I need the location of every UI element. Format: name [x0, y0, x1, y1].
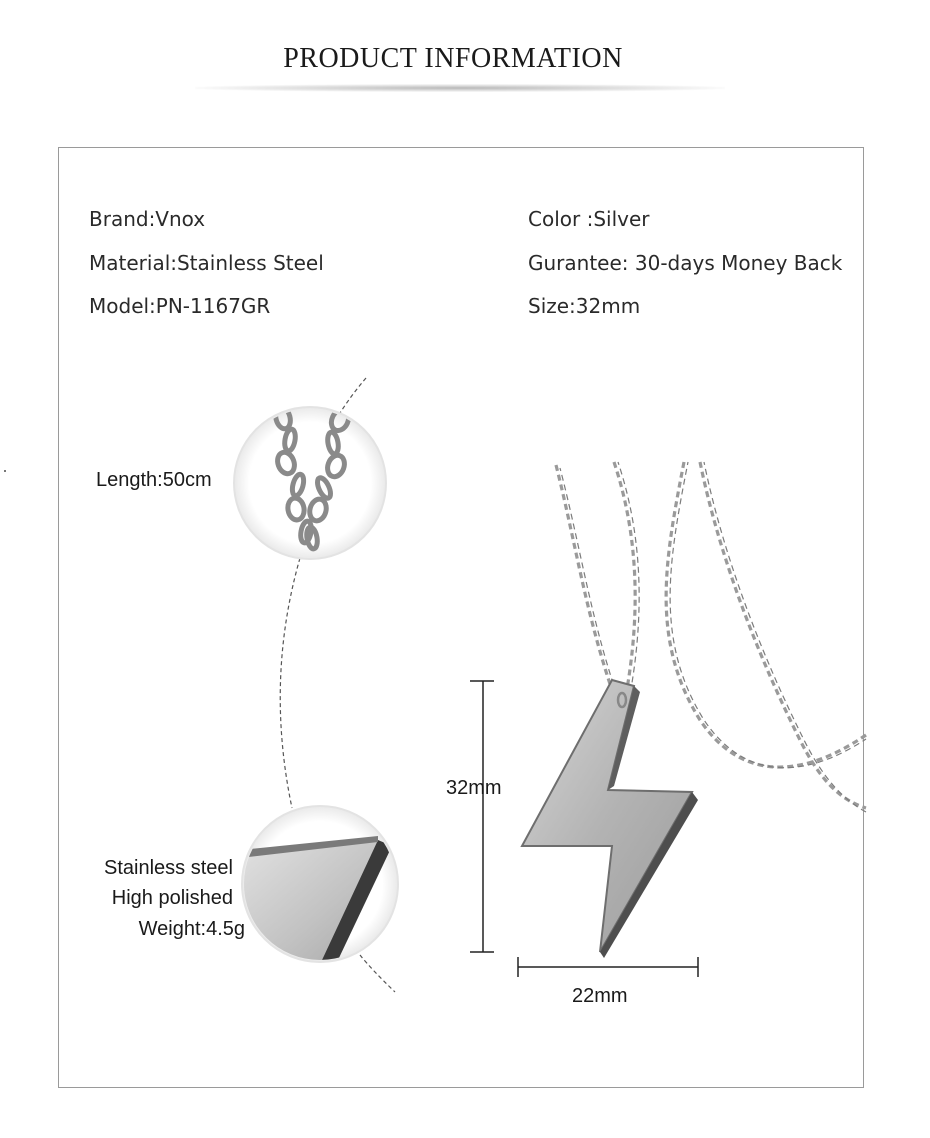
- chain-zoom-circle: [234, 406, 386, 559]
- length-label: Length:50cm: [96, 469, 212, 491]
- surface-zoom-circle: [240, 806, 398, 962]
- lightning-pendant-icon: [522, 680, 698, 958]
- spec-material: Material:Stainless Steel: [89, 251, 324, 275]
- dimension-arrow-icon: [470, 681, 494, 952]
- width-dimension-label: 22mm: [572, 985, 628, 1007]
- finish-callout: High polished: [111, 887, 233, 909]
- page-title: PRODUCT INFORMATION: [283, 43, 623, 74]
- spec-brand: Brand:Vnox: [89, 207, 206, 231]
- spec-model: Model:PN-1167GR: [89, 294, 271, 318]
- spec-size: Size:32mm: [528, 294, 641, 318]
- width-dimension-line: [518, 957, 698, 977]
- material-callout: Stainless steel: [104, 857, 233, 879]
- spec-color: Color :Silver: [528, 207, 650, 231]
- spec-guarantee: Gurantee: 30-days Money Back: [528, 251, 843, 275]
- height-dimension-label: 32mm: [446, 777, 502, 799]
- weight-callout: Weight:4.5g: [138, 918, 245, 940]
